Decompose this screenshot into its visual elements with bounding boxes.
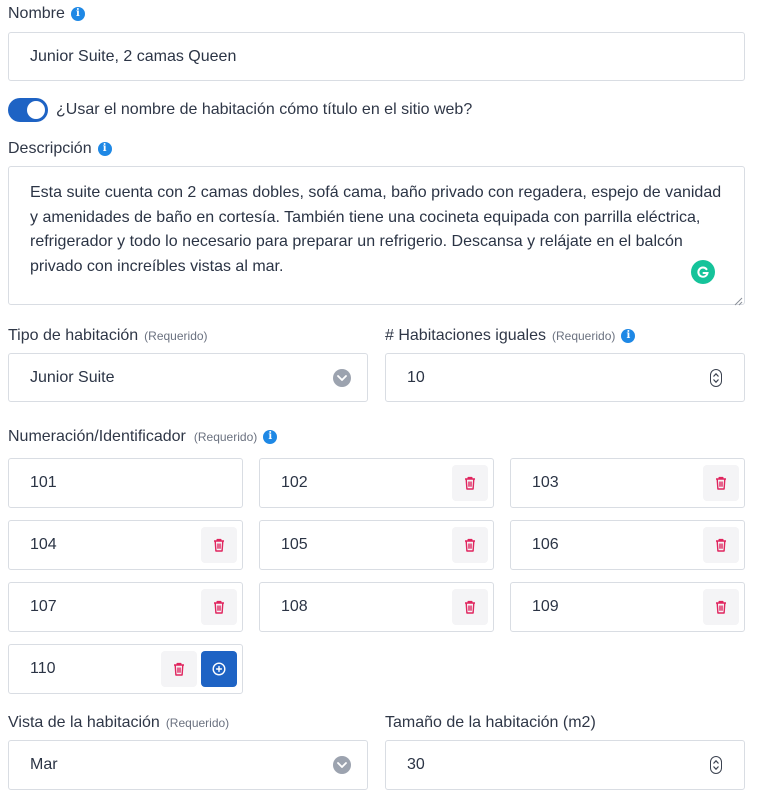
iguales-label: # Habitaciones iguales xyxy=(385,327,546,344)
trash-icon xyxy=(464,538,476,552)
nombre-label-row xyxy=(8,5,85,23)
room-number-input[interactable] xyxy=(510,458,745,508)
delete-room-button[interactable] xyxy=(452,465,488,501)
nombre-input[interactable] xyxy=(8,32,745,81)
tipo-label-row xyxy=(8,327,208,345)
room-number-input[interactable] xyxy=(259,582,494,632)
vista-label: Vista de la habitación xyxy=(8,714,160,731)
numeracion-required: (Requerido) xyxy=(193,430,258,444)
toggle-knob xyxy=(27,101,45,119)
trash-icon xyxy=(173,662,185,676)
grammarly-icon[interactable] xyxy=(691,260,715,284)
spinner-arrows-icon[interactable] xyxy=(710,756,722,774)
room-number-value: 104 xyxy=(30,536,57,553)
delete-room-button[interactable] xyxy=(703,527,739,563)
room-number-value: 106 xyxy=(532,536,559,553)
info-icon[interactable]: i xyxy=(621,329,635,343)
delete-room-button[interactable] xyxy=(703,465,739,501)
tipo-required: (Requerido) xyxy=(144,329,208,343)
vista-label-row xyxy=(8,714,229,732)
room-number-input[interactable] xyxy=(510,520,745,570)
tamano-value: 30 xyxy=(407,756,425,773)
room-number-input[interactable] xyxy=(259,520,494,570)
delete-room-button[interactable] xyxy=(161,651,197,687)
tamano-label: Tamaño de la habitación (m2) xyxy=(385,714,596,731)
nombre-label: Nombre xyxy=(8,5,65,22)
iguales-value: 10 xyxy=(407,368,425,386)
tamano-number-input[interactable] xyxy=(385,740,745,790)
room-number-value: 109 xyxy=(532,598,559,615)
room-number-value: 102 xyxy=(281,474,308,491)
room-number-input[interactable] xyxy=(259,458,494,508)
iguales-number-input[interactable] xyxy=(385,353,745,402)
vista-required: (Requerido) xyxy=(165,716,230,730)
info-icon[interactable]: i xyxy=(98,142,112,156)
nombre-value: Junior Suite, 2 camas Queen xyxy=(30,47,237,65)
add-circle-icon xyxy=(212,662,226,676)
room-number-input[interactable] xyxy=(8,582,243,632)
tamano-label-row xyxy=(385,714,596,732)
trash-icon xyxy=(213,600,225,614)
room-number-input[interactable] xyxy=(8,644,243,694)
trash-icon xyxy=(715,600,727,614)
room-number-value: 108 xyxy=(281,598,308,615)
trash-icon xyxy=(213,538,225,552)
room-number-value: 105 xyxy=(281,536,308,553)
room-number-value: 101 xyxy=(30,474,57,491)
numeracion-label: Numeración/Identificador xyxy=(8,428,186,445)
descripcion-label: Descripción xyxy=(8,140,92,157)
room-number-input[interactable] xyxy=(8,520,243,570)
delete-room-button[interactable] xyxy=(201,527,237,563)
room-number-value: 103 xyxy=(532,474,559,491)
descripcion-label-row xyxy=(8,140,112,158)
use-name-as-title-toggle[interactable] xyxy=(8,98,48,122)
chevron-down-icon xyxy=(333,756,351,774)
info-icon[interactable]: i xyxy=(263,430,277,444)
toggle-label: ¿Usar el nombre de habitación cómo título en el sitio web? xyxy=(56,101,473,118)
tipo-select[interactable] xyxy=(8,353,368,402)
vista-select[interactable] xyxy=(8,740,368,790)
room-number-value: 110 xyxy=(30,660,56,677)
delete-room-button[interactable] xyxy=(703,589,739,625)
iguales-required: (Requerido) xyxy=(552,329,616,343)
spinner-arrows-icon[interactable] xyxy=(710,369,722,387)
delete-room-button[interactable] xyxy=(201,589,237,625)
descripcion-textarea[interactable] xyxy=(8,166,745,305)
add-room-button[interactable] xyxy=(201,651,237,687)
tipo-label: Tipo de habitación xyxy=(8,327,139,344)
chevron-down-icon xyxy=(333,369,351,387)
iguales-label-row xyxy=(385,327,635,345)
room-number-input[interactable] xyxy=(510,582,745,632)
trash-icon xyxy=(464,600,476,614)
numeracion-label-row xyxy=(8,428,277,446)
room-number-input[interactable] xyxy=(8,458,243,508)
trash-icon xyxy=(715,538,727,552)
resize-grip-icon[interactable] xyxy=(733,293,743,303)
delete-room-button[interactable] xyxy=(452,589,488,625)
delete-room-button[interactable] xyxy=(452,527,488,563)
trash-icon xyxy=(715,476,727,490)
descripcion-value: Esta suite cuenta con 2 camas dobles, sofá cama, baño privado con regadera, espejo de vanidad y amenidades de baño en cortesía. También tiene una cocineta equipada con parrilla eléctrica, refrigerador y todo lo necesario para preparar un refrigerio. Descansa y relájate en el balcón privado con increíbles vistas al mar. xyxy=(30,184,722,275)
trash-icon xyxy=(464,476,476,490)
tipo-value: Junior Suite xyxy=(30,368,115,386)
vista-value: Mar xyxy=(30,756,58,773)
room-number-value: 107 xyxy=(30,598,57,615)
info-icon[interactable]: i xyxy=(71,7,85,21)
